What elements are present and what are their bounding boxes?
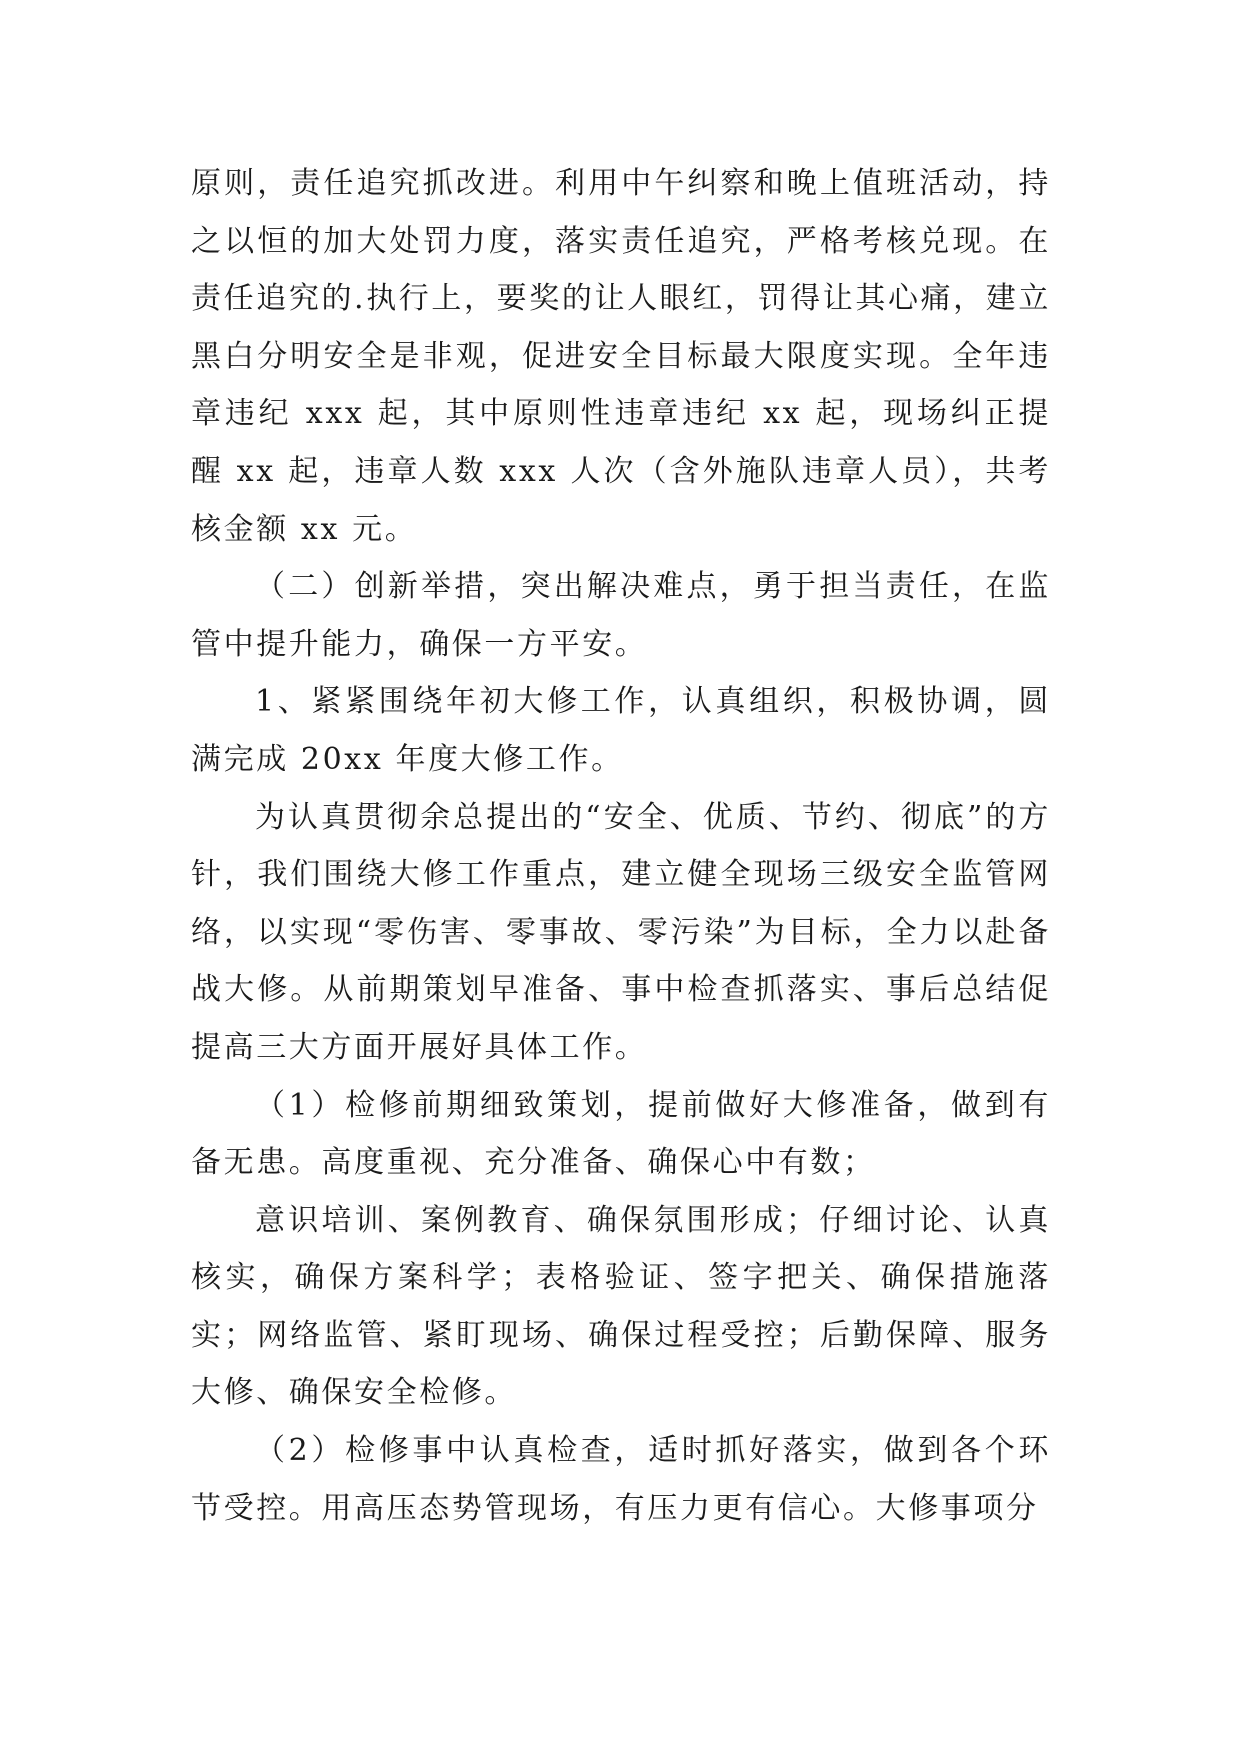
paragraph-pre-overhaul-planning: （1）检修前期细致策划，提前做好大修准备，做到有备无患。高度重视、充分准备、确保心中有数； <box>191 1087 1051 1181</box>
paragraph-section-two-heading: （二）创新举措，突出解决难点，勇于担当责任，在监管中提升能力，确保一方平安。 <box>191 569 1051 662</box>
paragraph-accountability: 原则，责任追究抓改进。利用中午纠察和晚上值班活动，持之以恒的加大处罚力度，落实责任追究，严格考核兑现。在责任追究的.执行上，要奖的让人眼红，罚得让其心痛，建立黑白分明安全是非观，促进安全目标最大限度实现。全年违章违纪 xxx 起，其中原则性违章违纪 xx 起，现场纠正提醒 xx 起，违章人数 xxx 人次（含外施队违章人员），共考核金额 xx 元。 <box>191 166 1051 547</box>
paragraph-training-measures: 意识培训、案例教育、确保氛围形成；仔细讨论、认真核实，确保方案科学；表格验证、签字把关、确保措施落实；网络监管、紧盯现场、确保过程受控；后勤保障、服务大修、确保安全检修。 <box>191 1202 1051 1411</box>
document-body <box>191 155 1051 1537</box>
paragraph-item-one: 1、紧紧围绕年初大修工作，认真组织，积极协调，圆满完成 20xx 年度大修工作。 <box>191 684 1051 777</box>
paragraph-overhaul-policy: 为认真贯彻余总提出的“安全、优质、节约、彻底”的方针，我们围绕大修工作重点，建立健全现场三级安全监管网络，以实现“零伤害、零事故、零污染”为目标，全力以赴备战大修。从前期策划早准备、事中检查抓落实、事后总结促提高三大方面开展好具体工作。 <box>191 799 1051 1065</box>
paragraph-in-process-inspection: （2）检修事中认真检查，适时抓好落实，做到各个环节受控。用高压态势管现场，有压力更有信心。大修事项分 <box>191 1433 1051 1526</box>
